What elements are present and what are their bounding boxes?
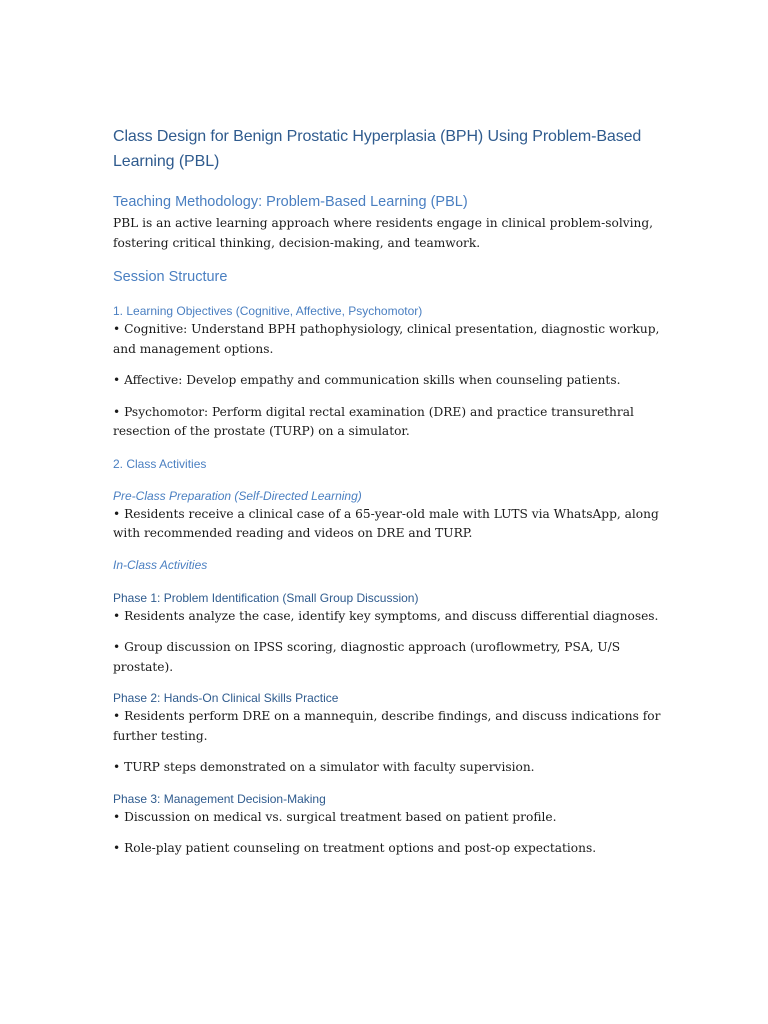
learning-objectives-heading: 1. Learning Objectives (Cognitive, Affective, Psychomotor) [113, 304, 423, 318]
objective-psychomotor: • Psychomotor: Perform digital rectal examination (DRE) and practice transurethral resection of the prostate (TURP) on a simulator. [113, 404, 634, 438]
phase2-item: • TURP steps demonstrated on a simulator with faculty supervision. [113, 760, 535, 774]
teaching-methodology-text: PBL is an active learning approach where residents engage in clinical problem-solving, fostering critical thinking, decision-making, and teamwork. [113, 216, 654, 250]
phase2-heading: Phase 2: Hands-On Clinical Skills Practice [113, 691, 339, 705]
phase1-item: • Residents analyze the case, identify key symptoms, and discuss differential diagnoses. [113, 608, 659, 623]
phase2-item: • Residents perform DRE on a mannequin, describe findings, and discuss indications for further testing. [113, 709, 661, 743]
session-structure-heading: Session Structure [113, 269, 228, 285]
inclass-heading: In-Class Activities [113, 557, 208, 572]
preclass-heading: Pre-Class Preparation (Self-Directed Learning) [113, 488, 362, 503]
preclass-item: • Residents receive a clinical case of a 65-year-old male with LUTS via WhatsApp, along with recommended reading and videos on DRE and TURP. [113, 506, 659, 540]
phase3-item: • Discussion on medical vs. surgical treatment based on patient profile. [113, 809, 557, 824]
phase1-item: • Group discussion on IPSS scoring, diagnostic approach (uroflowmetry, PSA, U/S prostate). [113, 640, 621, 674]
class-activities-heading: 2. Class Activities [113, 456, 207, 471]
phase1-heading: Phase 1: Problem Identification (Small Group Discussion) [113, 590, 419, 605]
objective-affective: • Affective: Develop empathy and communication skills when counseling patients. [113, 373, 621, 387]
document-page [113, 124, 673, 859]
phase3-item: • Role-play patient counseling on treatment options and post-op expectations. [113, 841, 597, 855]
phase3-heading: Phase 3: Management Decision-Making [113, 791, 326, 806]
objective-cognitive: • Cognitive: Understand BPH pathophysiology, clinical presentation, diagnostic workup, and management options. [113, 322, 660, 356]
document-title: Class Design for Benign Prostatic Hyperplasia (BPH) Using Problem-Based Learning (PBL) [113, 128, 642, 170]
teaching-methodology-heading: Teaching Methodology: Problem-Based Learning (PBL) [113, 194, 468, 210]
